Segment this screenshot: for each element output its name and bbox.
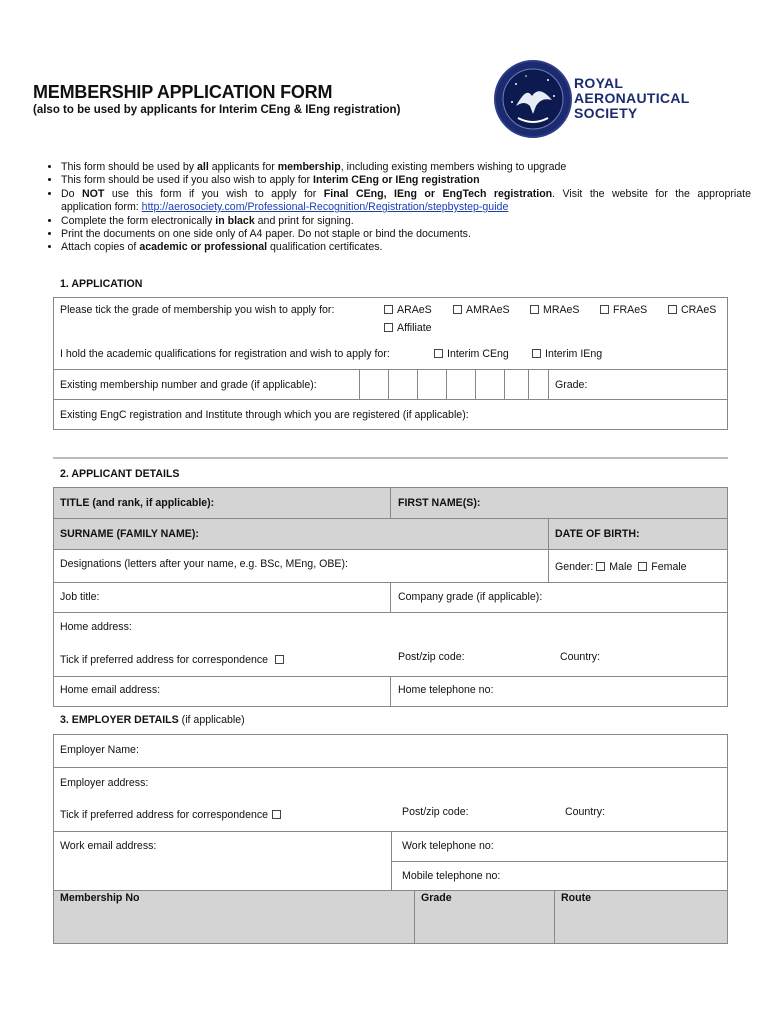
company-grade-field-label: Company grade (if applicable): (398, 591, 543, 603)
grade-prompt: Please tick the grade of membership you wish to apply for: (60, 304, 335, 316)
employer-name-field-label: Employer Name: (60, 744, 139, 756)
checkbox[interactable] (272, 810, 281, 819)
instructions-list (44, 161, 751, 255)
checkbox-male[interactable] (596, 562, 605, 571)
engc-registration-label: Existing EngC registration and Institute through which you are registered (if applicable): (60, 409, 469, 421)
instruction-item: • Attach copies of academic or professional qualification certificates. (61, 241, 751, 254)
logo-emblem-icon (494, 60, 572, 138)
checkbox[interactable] (668, 305, 677, 314)
checkbox[interactable] (434, 349, 443, 358)
home-address-field-label: Home address: (60, 621, 132, 633)
checkbox[interactable] (600, 305, 609, 314)
section-applicant-heading: 2. APPLICANT DETAILS (60, 468, 180, 480)
grade-option-araes[interactable]: ARAeS (384, 304, 432, 316)
home-postcode-label: Post/zip code: (398, 651, 465, 663)
surname-field-label: SURNAME (FAMILY NAME): (60, 528, 199, 540)
grade-option-amraes[interactable]: AMRAeS (453, 304, 510, 316)
instruction-item: • This form should be used by all applicants for membership, including existing members wishing to upgrade (61, 161, 751, 174)
membership-no-label: Membership No (60, 892, 140, 904)
grade-option-craes[interactable]: CRAeS (668, 304, 716, 316)
instruction-item: • Print the documents on one side only of A4 paper. Do not staple or bind the documents. (61, 228, 751, 241)
membership-digit-box[interactable] (359, 369, 388, 399)
gender-field: Gender: Male Female (555, 561, 687, 573)
home-correspondence-tick: Tick if preferred address for correspondence (60, 654, 288, 666)
designations-field-label: Designations (letters after your name, e.g. BSc, MEng, OBE): (60, 558, 348, 570)
membership-digit-box[interactable] (528, 369, 548, 399)
checkbox-female[interactable] (638, 562, 647, 571)
raes-logo (494, 60, 710, 140)
grade-option-affiliate[interactable]: Affiliate (384, 322, 432, 334)
form-title: MEMBERSHIP APPLICATION FORM (33, 82, 333, 102)
checkbox[interactable] (453, 305, 462, 314)
section-employer-heading: 3. EMPLOYER DETAILS (if applicable) (60, 714, 245, 726)
checkbox[interactable] (384, 305, 393, 314)
checkbox[interactable] (384, 323, 393, 332)
mobile-phone-field-label: Mobile telephone no: (402, 870, 501, 882)
form-subtitle: (also to be used by applicants for Interim CEng & IEng registration) (33, 104, 401, 116)
work-correspondence-tick: Tick if preferred address for correspondence (60, 809, 285, 821)
job-title-field-label: Job title: (60, 591, 100, 603)
work-country-label: Country: (565, 806, 606, 818)
work-postcode-label: Post/zip code: (402, 806, 469, 818)
first-names-field-label: FIRST NAME(S): (398, 497, 481, 509)
title-field-label: TITLE (and rank, if applicable): (60, 497, 215, 509)
qualification-prompt: I hold the academic qualifications for registration and wish to apply for: (60, 348, 390, 360)
home-country-label: Country: (560, 651, 601, 663)
instruction-item: • Do NOT use this form if you wish to apply for Final CEng, IEng or EngTech registration. Visit the website for the appropriate application form: http://aerosociety.com/Professional-Recognition/Registration/stepbystep-guide (61, 188, 751, 215)
registration-guide-link[interactable]: http://aerosociety.com/Professional-Recognition/Registration/stepbystep-guide (141, 201, 509, 214)
option-interim-ieng[interactable]: Interim IEng (532, 348, 602, 360)
membership-route-label: Route (561, 892, 592, 904)
membership-grade-label: Grade (421, 892, 452, 904)
checkbox[interactable] (532, 349, 541, 358)
work-email-field-label: Work email address: (60, 840, 157, 852)
dob-field-label: DATE OF BIRTH: (555, 528, 640, 540)
membership-digit-box[interactable] (475, 369, 504, 399)
membership-digit-box[interactable] (446, 369, 475, 399)
work-phone-field-label: Work telephone no: (402, 840, 494, 852)
employer-address-field-label: Employer address: (60, 777, 149, 789)
existing-membership-label: Existing membership number and grade (if applicable): (60, 379, 317, 391)
membership-digit-box[interactable] (504, 369, 528, 399)
membership-digit-box[interactable] (417, 369, 446, 399)
instruction-item: • Complete the form electronically in black and print for signing. (61, 215, 751, 228)
home-phone-field-label: Home telephone no: (398, 684, 494, 696)
membership-digit-box[interactable] (388, 369, 417, 399)
grade-label: Grade: (555, 379, 588, 391)
checkbox[interactable] (530, 305, 539, 314)
instruction-item: • This form should be used if you also wish to apply for Interim CEng or IEng registration (61, 174, 751, 187)
grade-option-fraes[interactable]: FRAeS (600, 304, 647, 316)
option-interim-ceng[interactable]: Interim CEng (434, 348, 509, 360)
section-divider (53, 457, 728, 459)
section-application-heading: 1. APPLICATION (60, 278, 143, 290)
logo-wordmark: ROYAL AERONAUTICAL SOCIETY (574, 75, 690, 121)
checkbox[interactable] (275, 655, 284, 664)
grade-option-mraes[interactable]: MRAeS (530, 304, 580, 316)
home-email-field-label: Home email address: (60, 684, 161, 696)
